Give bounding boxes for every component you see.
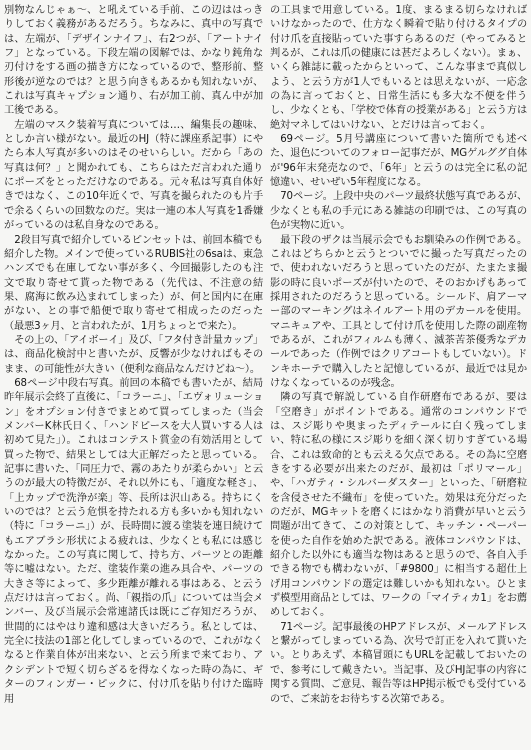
- left-column: [4, 4, 263, 707]
- paragraph: 68ページ中段右写真。前回の本稿でも書いたが、結局昨年展示会終了直後に、「コラーニ」、「エヴォリューション」をオプション付きでまとめて買ってしまった（当会メンバーK林氏日く、「ハンドピースを大人買いする人は初めて見た」）。これはコンテスト賞金の有効活用として買った物で、結果としては大正解だったと思っている。記事に書いた、「同圧力で、霧のあたりが柔らかい」と云うのが最大の特徴だが、それ以外にも、「適度な軽さ」、「上カップで洗浄が楽」等、長所は沢山ある。持ちにくいのでは？と云う危惧を持たれる方も多いかも知れない（特に「コラーニ」）が、長時間に渡る塗装を連日続けてもエアブラシ形状による疲れは、少なくとも私には感じなかった。この写真に関して、持ち方、パーツとの距離等に嘘はない。ただ、塗装作業の進み具合や、パーツの大きさ等によって、多少距離が離れる事はある、と云う点だけは言っておく。尚、「親指の爪」については当会メンバー、及び当展示会常連諸氏は既にご存知だろうが、世間的にはやはり違和感は大きいだろう。私としては、完全に技法の1部と化してしまっているので、これがなくなると作業自体が出来ない、と云う所まで来ており、アクシデントで短く切らざるを得なくなった時の為に、ギターのフィンガー・ピックに、付け爪を貼り付けた臨時用: [4, 377, 263, 705]
- paragraph: 69ページ。5月号講座について書いた箇所でも述べた、退色についてのフォロー記事だが、MGゲルググ自体が'96年末発売なので、「6年」と云うのは完全に私の記憶違い、せいぜい5年程度になる。: [270, 134, 527, 189]
- paragraph: 最下段のザクは当展示会でもお馴染みの作例である。これはどちらかと云うとついでに撮った写真だったので、使われないだろうと思っていたのだが、たまたま撮影の時に良いポーズが付いたので、そのおかげもあって採用されたのだろうと思っている。シールド、肩アーマー部のマーキングはネイルアート用のデカールを使用。マニキュアや、工具として付け爪を使用した際の副産物であるが、これがフィルムも薄く、滅茶苦茶優秀なデカールであった（作例ではクリアコートもしていない）。ドンキホーテで購入したと記憶しているが、最近では見かけなくなっているのが残念。: [270, 234, 527, 389]
- right-column: [270, 4, 527, 707]
- paragraph: 2段目写真で紹介しているピンセットは、前回本稿でも紹介した物。メインで使っているRUBIS社の6saは、東急ハンズでも在庫してない事が多く、今回撮影したのも注文で取り寄せて貰った物である（先代は、不注意の結果、腐海に飲み込まれてしまった）が、何と国内に在庫がない、との事で船便で取り寄せて相成ったのだった（最悪3ヶ月、と言われたが、1月ちょっとで来た）。: [4, 234, 263, 332]
- paragraph: その上の、「アイボーイ」及び、「フタ付き計量カップ」は、商品化検討中と書いたが、反響が少なければもそのまま、の可能性が大きい（便利な商品なんだけどね〜）。: [4, 334, 263, 375]
- paragraph: 別物なんじゃぁ〜、と吼えている手前、この辺ははっきりしておく義務があるだろう。ちなみに、真中の写真では、左端が、「デザインナイフ」、右2つが、「アートナイフ」となっている。下段左端の図解では、かなり鈍角な刃付けをする画の描き方になっているので、整形前、整形後が逆なのでは？と思う向きもあるかも知れないが、これは写真キャプション通り、右が加工前、真ん中が加工後である。: [4, 5, 263, 117]
- paragraph: 70ページ。上段中央のパーツ最終状態写真であるが、少なくとも私の手元にある雑誌の印刷では、この写真の色が実物に近い。: [270, 191, 527, 232]
- paragraph: 隣の写真で解説している自作研磨布であるが、要は「空磨き」がポイントである。通常のコンパウンドでは、スジ彫りや奥まったディテールに白く残ってしまい、特に私の様にスジ彫りを細く深く切りすぎている場合、これは致命的とも云える欠点である。その為に空磨きをする必要が出来たのだが、最初は「ポリマール」や、「ハガティ・シルバーダスター」といった、「研磨粒を含侵させた不織布」を使っていた。効果は充分だったのだが、MGキットを磨くにはかなり消費が早いと云う問題が出てきて、この対策として、キッチン・ペーパーを使った自作を始めた訳である。液体コンパウンドは、紹介した以外にも適当な物はあると思うので、各自入手できる物でも構わないが、「#9800」に相当する超仕上げ用コンパウンドの選定は難しいかも知れない。ひとまず模型用商品としては、ワークの「マイティカ1」をお薦めしておく。: [270, 392, 527, 619]
- paragraph: 71ページ。記事最後のHPアドレスが、メールアドレスと繋がってしまっている為、次号で訂正を入れて貰いたい。とりあえず、本稿冒頭にもURLを記載しておいたので、参考にして戴きたい。当記事、及びHJ記事の内容に関する質問、ご意見、報告等はHP掲示板でも受付ているので、ご来訪をお待ちする次第である。: [270, 621, 527, 705]
- paragraph: の工具まで用意している。1度、まるまる切らなければいけなかったので、仕方なく瞬着で貼り付けるタイプの付け爪を直接貼っていた事すらあるのだ（やってみると判るが、これは爪の健康には甚だよろしくない）。まぁ、いくら雑誌に載ったからといって、こんな事まで真似しよう、と云う方が1人でもいるとは思えないが、一応念の為に言っておくと、日常生活にも多大な不便を伴うし、少なくとも、「学校で体育の授業がある」と云う方は絶対マネしてはいけない、とだけは言っておく。: [270, 5, 527, 131]
- paragraph: 左端のマスク装着写真については…、編集長の趣味、としか言い様がない。最近のHJ（特に課座系記事）にやたら本人写真が多いのはそのせいらしい。だから「あの写真は何？」と聞かれても、こちらはただ言われた通りにポーズをとっただけなのである。元々私は写真自体好きではなく、この10年近くで、写真を撮られたのも片手で余るくらいの回数なのだ。実は一連の本人写真を1番嫌がっているのは私自身なのである。: [4, 119, 263, 232]
